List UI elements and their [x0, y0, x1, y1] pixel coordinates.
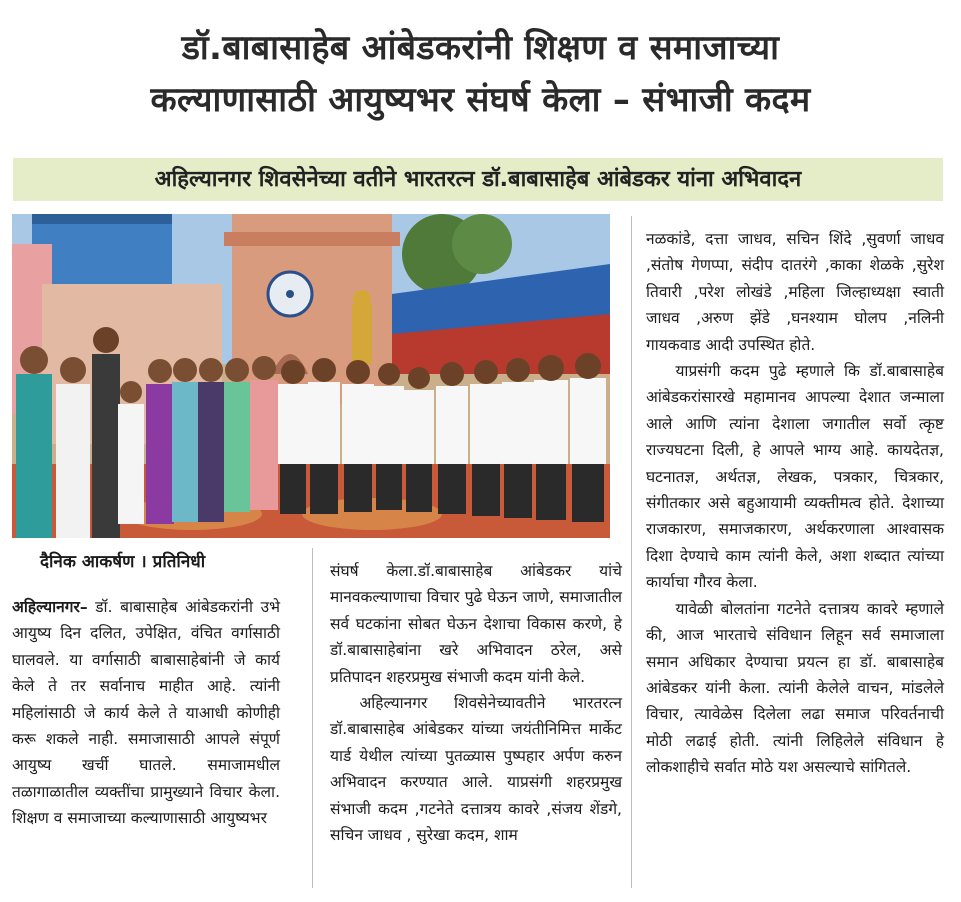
article-paragraph: संघर्ष केला.डॉ.बाबासाहेब आंबेडकर यांचे मानवकल्याणाचा विचार पुढे घेऊन जाणे, समाजातील सर्व घटकांना सोबत घेऊन देशाचा विकास करणे, हे डॉ.बाबासाहेबांना खरे अभिवादन ठरेल, असे प्रतिपादन शहरप्रमुख संभाजी कदम यांनी केले. — [330, 562, 622, 686]
news-photo — [12, 214, 610, 538]
article-paragraph: याप्रसंगी कदम पुढे म्हणाले कि डॉ.बाबासाहेब आंबेडकरांसारखे महामानव आपल्या देशात जन्माला आले आणि त्यांना देशाला जगातील सर्वो त्कृष्ट राज्यघटना दिली, हे आपले भाग्य आहे. कायदेतज्ञ, घटनातज्ञ, अर्थतज्ञ, लेखक, पत्रकार, चित्रकार, संगीतकार असे बहुआयामी व्यक्तीमत्व होते. देशाच्या राजकारण, समाजकारण, अर्थकरणाला आश्वासक दिशा देण्याचे काम त्यांनी केले, अशा शब्दात त्यांच्या कार्याचा गौरव केला. — [646, 362, 944, 592]
paragraph-text: डॉ. बाबासाहेब आंबेडकरांनी उभे आयुष्य दिन दलित, उपेक्षित, वंचित वर्गासाठी घालवले. या वर्गासाठी बाबासाहेबांनी जे कार्य केले ते तर सर्वानाच माहीत आहे. त्यांनी महिलांसाठी जे कार्य केले ते याआधी कोणीही करू शकले नाही. समाजासाठी आपले संपूर्ण आयुष्य खर्ची घातले. समाजामधील तळागाळातील व्यक्तींचा प्रामुख्याने विचार केला. शिक्षण व समाजाच्या कल्याणासाठी आयुष्यभर — [12, 598, 280, 828]
photo-illustration — [12, 214, 610, 538]
subheadline: अहिल्यानगर शिवसेनेच्या वतीने भारतरत्न डॉ.बाबासाहेब आंबेडकर यांना अभिवादन — [154, 167, 802, 192]
article-column-3 — [646, 226, 944, 781]
article-paragraph: अहिल्यानगर शिवसेनेच्यावतीने भारतरत्न डॉ.बाबासाहेब आंबेडकर यांच्या जयंतीनिमित्त मार्केट यार्ड येथील त्यांच्या पुतळ्यास पुष्पहार अर्पण करुन अभिवादन करण्यात आले. याप्रसंगी शहरप्रमुख संभाजी कदम ,गटनेते दत्तात्रय कावरे ,संजय शेंडगे, सचिन जाधव , सुरेखा कदम, शाम — [330, 694, 622, 845]
column-divider — [631, 216, 632, 888]
headline — [0, 22, 961, 126]
article-paragraph: नळकांडे, दत्ता जाधव, सचिन शिंदे ,सुवर्णा जाधव ,संतोष गेणप्पा, संदीप दातरंगे ,काका शेळके ,सुरेश तिवारी ,परेश लोखंडे ,महिला जिल्हाध्यक्षा स्वाती जाधव ,अरुण झेंडे ,घनश्याम घोलप ,नलिनी गायकवाड आदी उपस्थित होते. — [646, 230, 944, 354]
article-column-2 — [330, 558, 622, 848]
article-paragraph — [12, 594, 280, 832]
byline: दैनिक आकर्षण । प्रतिनिधी — [40, 552, 206, 572]
article-paragraph: यावेळी बोलतांना गटनेते दत्तात्रय कावरे म्हणाले की, आज भारताचे संविधान लिहून सर्व समाजाला समान अधिकार देण्याचा प्रयत्न हा डॉ. बाबासाहेब आंबेडकर यांनी केला. त्यांनी केलेले वाचन, मांडलेले विचार, त्यावेळेस दिलेला लढा समाज परिवर्तनाची मोठी लढाई होती. त्यांनी लिहिलेले संविधान हे लोकशाहीचे सर्वात मोठे यश असल्याचे सांगितले. — [646, 599, 944, 777]
headline-line-1: डॉ.बाबासाहेब आंबेडकरांनी शिक्षण व समाजाच्या — [181, 28, 780, 68]
dateline: अहिल्यानगर– — [12, 598, 88, 616]
headline-line-2: कल्याणासाठी आयुष्यभर संघर्ष केला – संभाजी कदम — [150, 80, 811, 120]
article-column-1 — [12, 594, 280, 832]
column-divider — [312, 548, 313, 888]
